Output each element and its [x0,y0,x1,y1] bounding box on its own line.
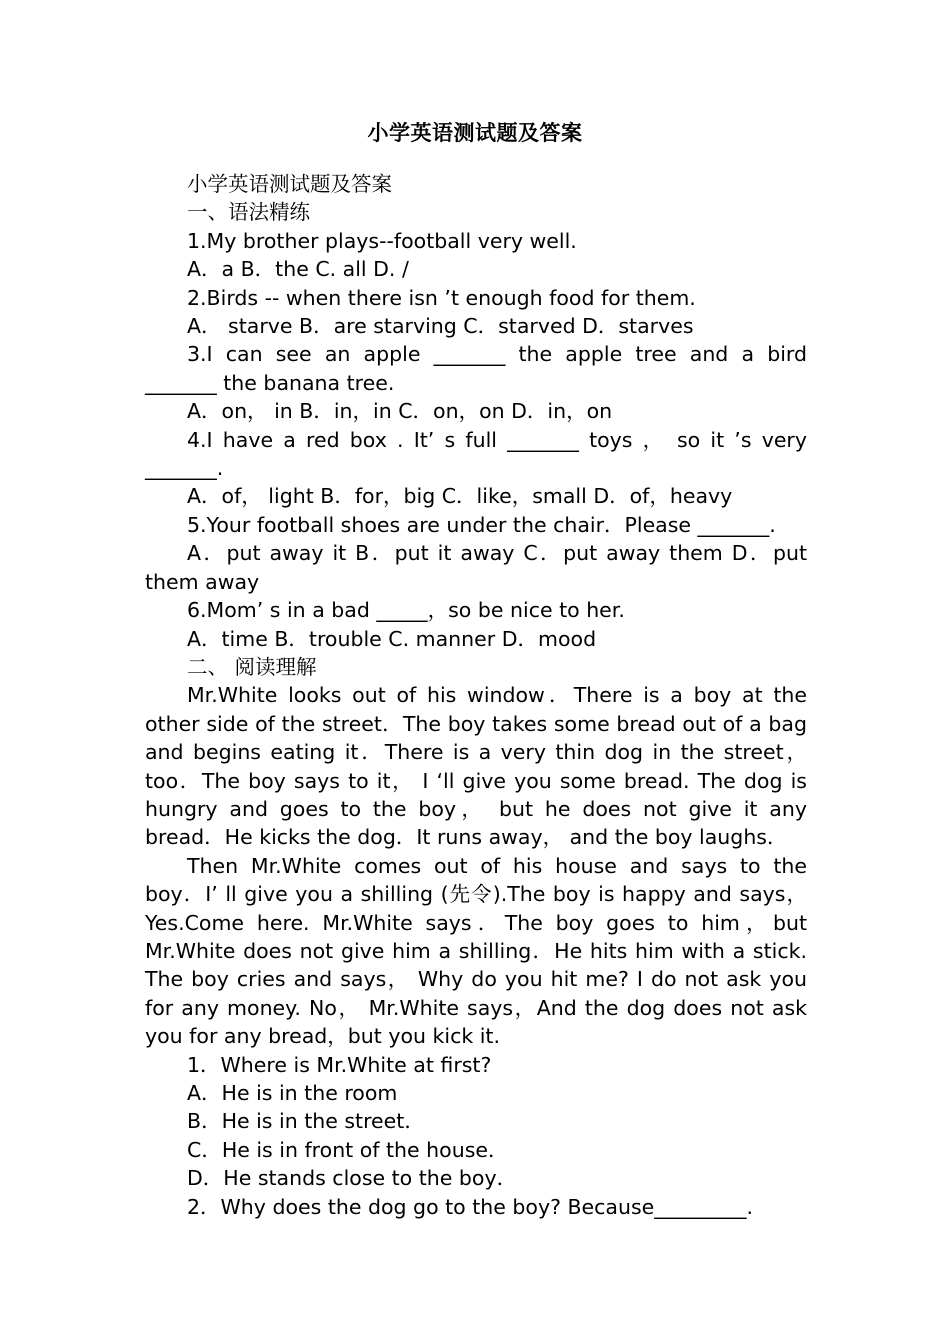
question-2: 2.Birds -- when there isn ’t enough food for them. [187,285,696,310]
question-2-options: A． starve B．are starving C．starved D．starves [187,314,694,339]
section-heading-grammar: 一、语法精练 [187,200,310,225]
question-1-options: A．a B．the C. all D. / [187,257,409,282]
section-heading-reading: 二、 阅读理解 [187,654,317,679]
reading-question-1-option-b: B．He is in the street． [187,1109,425,1134]
reading-question-1-option-d: D．He stands close to the boy． [187,1166,518,1191]
reading-question-1-option-c: C．He is in front of the house． [187,1137,509,1162]
question-1: 1.My brother plays--football very well. [187,228,577,253]
reading-question-2: 2．Why does the dog go to the boy? Because_________. [187,1194,754,1219]
document-body [145,170,807,1221]
subtitle: 小学英语测试题及答案 [187,172,392,196]
document-title: 小学英语测试题及答案 [367,121,583,145]
question-4-options: A．of， light B．for，big C．like，small D．of，heavy [187,484,733,509]
passage-paragraph-1: Mr.White looks out of his window．There is a boy at the other side of the street．The boy takes some bread out of a bag and begins eating it．There is a very thin dog in the street，too．The boy says to it， I ‘ll give you some bread. The dog is hungry and goes to the boy， but he does not give it any bread．He kicks the dog．It runs away， and the boy laughs． [145,683,807,850]
question-5: 5.Your football shoes are under the chair．Please _______. [187,512,776,537]
question-3: 3.I can see an apple _______ the apple tree and a bird _______ the banana tree. [145,342,807,395]
reading-question-1: 1．Where is Mr.White at first? [187,1052,492,1077]
question-5-options: A．put away it B．put it away C．put away them D．put them away [145,541,807,594]
question-6-options: A．time B．trouble C. manner D．mood [187,626,597,651]
passage-paragraph-2: Then Mr.White comes out of his house and says to the boy．I’ ll give you a shilling (先令).The boy is happy and says，Yes.Come here. Mr.White says．The boy goes to him，but Mr.White does not give him a shilling．He hits him with a stick. The boy cries and says， Why do you hit me? I do not ask you for any money. No， Mr.White says，And the dog does not ask you for any bread，but you kick it. [145,853,807,1049]
question-6: 6.Mom’ s in a bad _____，so be nice to her. [187,598,625,623]
question-3-options: A．on， in B．in，in C．on，on D．in，on [187,399,613,424]
question-4: 4.I have a red box . It’ s full _______ toys ， so it ’s very _______. [145,427,807,481]
reading-question-1-option-a: A．He is in the room [187,1081,398,1105]
